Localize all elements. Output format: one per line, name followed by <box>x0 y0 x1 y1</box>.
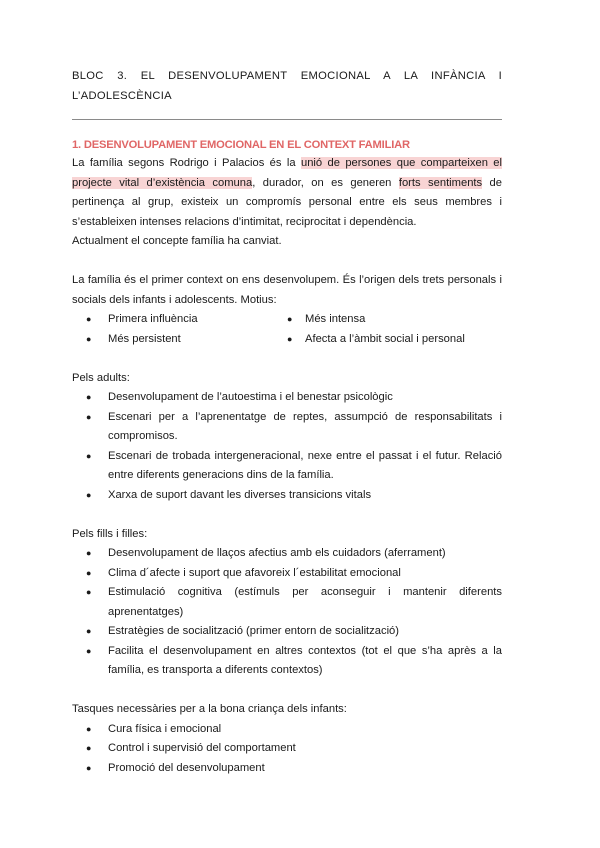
reasons-column-right <box>287 310 502 349</box>
bullet-icon: ● <box>86 645 92 656</box>
reasons-column-left <box>72 310 287 349</box>
definition-text-1: La família segons Rodrigo i Palacios és la <box>72 157 301 169</box>
spacer <box>72 252 502 272</box>
list-item <box>287 310 502 330</box>
list-item <box>72 622 502 642</box>
spacer <box>72 349 502 369</box>
list-item <box>72 759 502 779</box>
list-item-text: Més persistent <box>108 332 181 345</box>
bullet-icon: ● <box>86 743 92 753</box>
definition-highlight-2: forts sentiments <box>398 176 483 189</box>
section-heading: 1. DESENVOLUPAMENT EMOCIONAL EN EL CONTEXT FAMILIAR <box>72 139 410 151</box>
list-item <box>72 388 502 408</box>
bullet-icon: ● <box>86 450 92 461</box>
definition-text-3: de pertinença al grup, existeix un compromís personal entre els seus membres i s’estableixen intenses relacions d’intimitat, reciprocitat i dependència. <box>72 176 502 228</box>
document-title-line-1: BLOC 3. EL DESENVOLUPAMENT EMOCIONAL A LA INFÀNCIA I <box>72 70 502 82</box>
list-item-text: Facilita el desenvolupament en altres contextos (tot el que s’ha après a la família, es transporta a diferents contextos) <box>108 644 502 676</box>
list-item <box>72 447 502 486</box>
concept-changed-paragraph: Actualment el concepte família ha canviat. <box>72 235 282 247</box>
adults-list <box>72 388 502 505</box>
list-item-text: Més intensa <box>305 313 366 325</box>
list-item <box>287 330 502 350</box>
list-item <box>72 642 502 681</box>
children-label: Pels fills i filles: <box>72 527 148 540</box>
list-item-text: Control i supervisió del comportament <box>108 742 296 754</box>
bullet-icon: ● <box>86 626 92 636</box>
list-item-text: Estimulació cognitiva (estímuls per aconseguir i mantenir diferents aprenentatges) <box>108 586 502 618</box>
bullet-icon: ● <box>86 411 92 422</box>
spacer <box>72 505 502 525</box>
list-item-text: Estratègies de socialització (primer entorn de socialització) <box>108 625 400 637</box>
bullet-icon: ● <box>86 723 92 734</box>
list-item <box>72 330 287 350</box>
list-item-text: Clima d´afecte i suport que afavoreix l´estabilitat emocional <box>108 566 401 579</box>
list-item <box>72 544 502 564</box>
list-item-text: Primera influència <box>108 313 198 325</box>
list-item-text: Promoció del desenvolupament <box>108 761 265 774</box>
bullet-icon: ● <box>86 567 92 578</box>
title-divider <box>72 119 502 120</box>
bullet-icon: ● <box>86 392 92 402</box>
list-item-text: Desenvolupament de llaços afectius amb els cuidadors (aferrament) <box>108 547 446 559</box>
list-item-text: Escenari per a l’aprenentatge de reptes, assumpció de responsabilitats i compromisos. <box>108 410 502 442</box>
first-context-paragraph: La família és el primer context on ens desenvolupem. És l’origen dels trets personals i socials dels infants i adolescents. Motius: <box>72 274 502 306</box>
spacer <box>72 681 502 701</box>
adults-label: Pels adults: <box>72 371 130 384</box>
tasks-list <box>72 720 502 779</box>
list-item-text: Cura física i emocional <box>108 722 222 735</box>
definition-highlight-1: unió de persones que comparteixen el projecte vital d’existència comuna <box>72 157 502 189</box>
bullet-icon: ● <box>86 548 92 558</box>
children-list <box>72 544 502 681</box>
list-item <box>72 310 287 330</box>
bullet-icon: ● <box>86 333 92 344</box>
list-item-text: Desenvolupament de l’autoestima i el benestar psicològic <box>108 391 393 403</box>
list-item <box>72 739 502 759</box>
bullet-icon: ● <box>86 587 92 597</box>
list-item-text: Afecta a l’àmbit social i personal <box>305 332 465 345</box>
list-item <box>72 486 502 506</box>
family-definition-paragraph <box>72 154 502 232</box>
bullet-icon: ● <box>86 489 92 500</box>
list-item <box>72 583 502 622</box>
bullet-icon: ● <box>287 333 293 344</box>
bullet-icon: ● <box>86 762 92 773</box>
document-title-line-2: L’ADOLESCÈNCIA <box>72 90 172 102</box>
list-item-text: Escenari de trobada intergeneracional, nexe entre el passat i el futur. Relació entre diferents generacions dins de la família. <box>108 449 502 481</box>
tasks-label: Tasques necessàries per a la bona criança dels infants: <box>72 703 347 715</box>
document-content <box>72 66 502 778</box>
reasons-list <box>72 310 502 349</box>
list-item <box>72 564 502 584</box>
bullet-icon: ● <box>86 314 92 324</box>
list-item <box>72 408 502 447</box>
definition-text-2: , durador, on es generen <box>252 176 399 189</box>
list-item-text: Xarxa de suport davant les diverses transicions vitals <box>108 488 372 501</box>
bullet-icon: ● <box>287 314 293 324</box>
list-item <box>72 720 502 740</box>
